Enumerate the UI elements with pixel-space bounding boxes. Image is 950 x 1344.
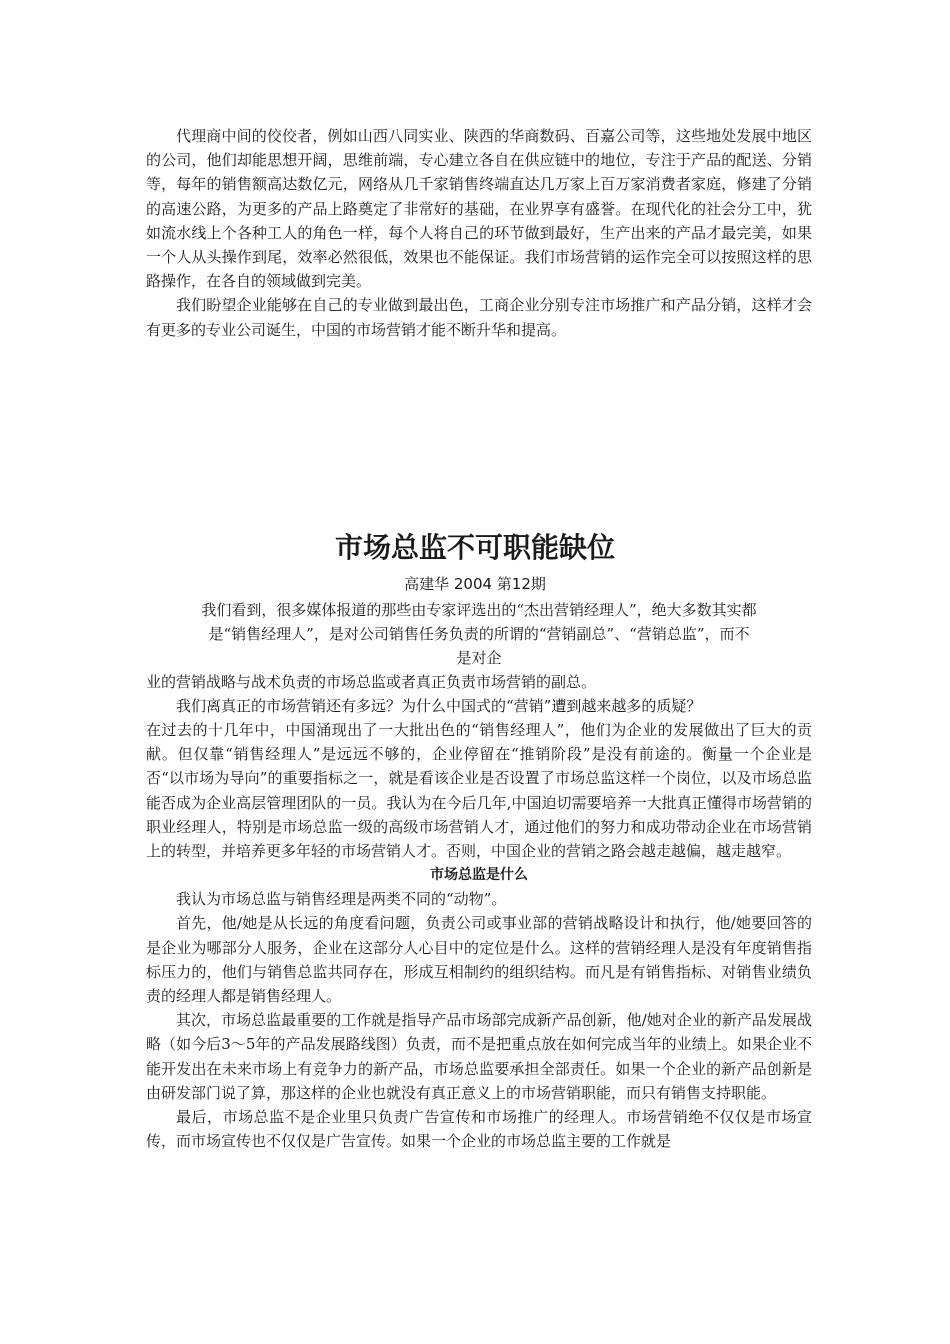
paragraph-first: 首先，他/她是从长远的角度看问题，负责公司或事业部的营销战略设计和执行，他/她要回答的是企业为哪部分人服务，企业在这部分人心目中的定位是什么。这样的营销经理人是没有年度销售指标压力的，他们与销售总监共同存在，形成互相制约的组织结构。而凡是有销售指标、对销售业绩负责的经理人都是销售经理人。 xyxy=(146,914,812,1006)
paragraph-distributors: 代理商中间的佼佼者，例如山西八同实业、陕西的华商数码、百嘉公司等，这些地处发展中地区的公司，他们却能思想开阔，思维前端，专心建立各自在供应链中的地位，专注于产品的配送、分销等，每年的销售额高达数亿元，网络从几千家销售终端直达几万家上百万家消费者家庭，修建了分销的高速公路，为更多的产品上路奠定了非常好的基础，在业界享有盛誉。在现代化的社会分工中，犹如流水线上个各种工人的角色一样，每个人将自己的环节做到最好，生产出来的产品才最完美，如果一个人从头操作到尾，效率必然很低，效果也不能保证。我们市场营销的运作完全可以按照这样的思路操作，在各自的领域做到完美。 xyxy=(146,127,812,291)
intro-line: 业的营销战略与战术负责的市场总监或者真正负责市场营销的副总。 xyxy=(146,673,597,691)
intro-line: 我们看到，很多媒体报道的那些由专家评选出的“杰出营销经理人”，绝大多数其实都 xyxy=(201,601,757,619)
article-title: 市场总监不可职能缺位 xyxy=(334,531,615,564)
paragraph-second: 其次，市场总监最重要的工作就是指导产品市场部完成新产品创新，他/她对企业的新产品发展战略（如今后3～5年的产品发展路线图）负责，而不是把重点放在如何完成当年的业绩上。如果企业不能开发出在未来市场上有竞争力的新产品，市场总监要承担全部责任。如果一个企业的新产品创新是由研发部门说了算，那这样的企业也就没有真正意义上的市场营销职能，而只有销售支持职能。 xyxy=(146,1011,812,1102)
section-subheading: 市场总监是什么 xyxy=(430,867,528,884)
article-intro xyxy=(146,598,812,670)
paragraph-history: 在过去的十几年中，中国涌现出了一大批出色的“销售经理人”，他们为企业的发展做出了巨大的贡献。但仅靠“销售经理人”是远远不够的，企业停留在“推销阶段”是没有前途的。衡量一个企业是否“以市场为导向”的重要指标之一，就是看该企业是否设置了市场总监这样一个岗位，以及市场总监能否成为企业高层管理团队的一员。我认为在今后几年,中国迫切需要培养一大批真正懂得市场营销的职业经理人，特别是市场总监一级的高级市场营销人才，通过他们的努力和成功带动企业在市场营销上的转型，并培养更多年轻的市场营销人才。否则，中国企业的营销之路会越走越偏，越走越窄。 xyxy=(146,721,812,861)
paragraph-animals: 我认为市场总监与销售经理是两类不同的“动物”。 xyxy=(176,890,507,909)
intro-line: 是对企 xyxy=(456,649,502,667)
paragraph-hope: 我们盼望企业能够在自己的专业做到最出色，工商企业分别专注市场推广和产品分销，这样才会有更多的专业公司诞生，中国的市场营销才能不断升华和提高。 xyxy=(146,296,812,339)
section-continuation xyxy=(146,124,812,342)
article-body xyxy=(146,670,812,1153)
paragraph-last: 最后，市场总监不是企业里只负责广告宣传和市场推广的经理人。市场营销绝不仅仅是市场宣传，而市场宣传也不仅仅是广告宣传。如果一个企业的市场总监主要的工作就是 xyxy=(146,1108,812,1151)
article-byline: 高建华 2004 第12期 xyxy=(404,575,546,593)
intro-line: 是“销售经理人”，是对公司销售任务负责的所谓的“营销副总”、“营销总监”，而不 xyxy=(208,625,750,643)
question-line: 我们离真正的市场营销还有多远？为什么中国式的“营销”遭到越来越多的质疑？ xyxy=(176,697,702,715)
